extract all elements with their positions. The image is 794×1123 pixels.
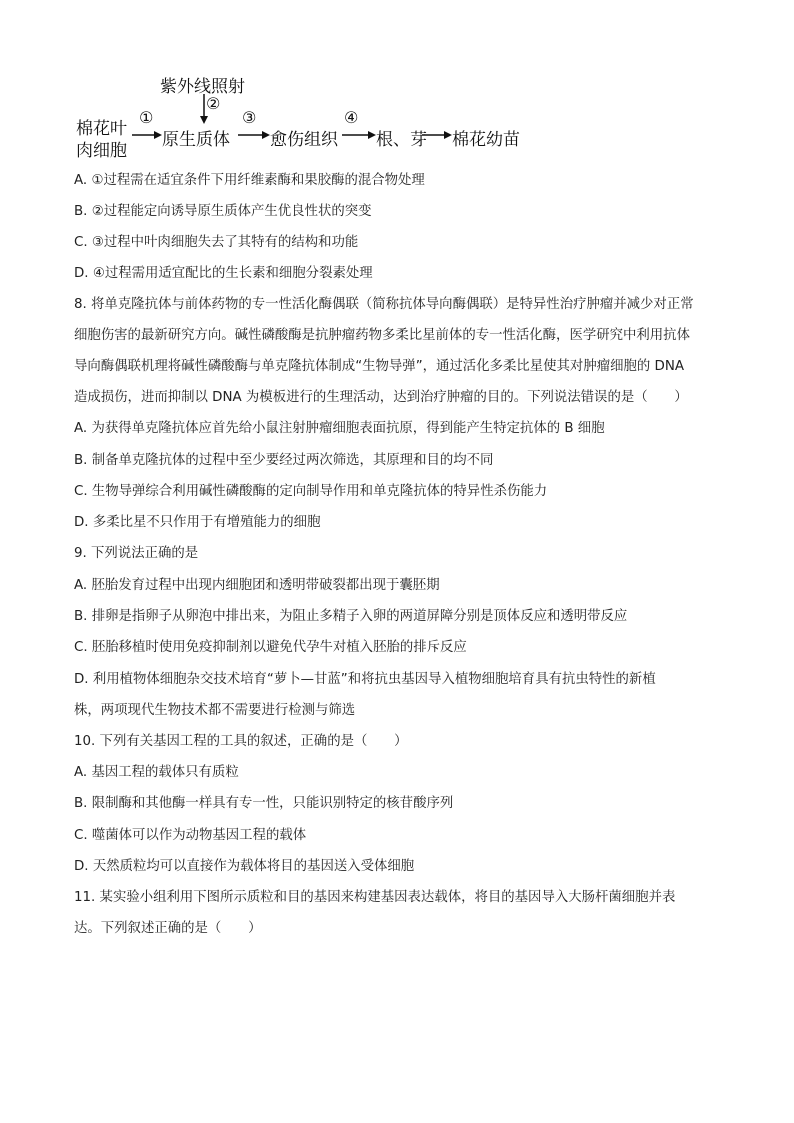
node-roots-buds: 根、芽 xyxy=(376,130,427,150)
step-3-marker: ③ xyxy=(242,108,257,127)
q7-option-c: C. ③过程中叶肉细胞失去了其特有的结构和功能 xyxy=(74,235,359,250)
arrowhead-step1 xyxy=(154,131,162,139)
q9-option-a: A. 胚胎发育过程中出现内细胞团和透明带破裂都出现于囊胚期 xyxy=(74,578,440,593)
q10-stem: 10. 下列有关基因工程的工具的叙述，正确的是（ ） xyxy=(74,734,408,749)
q9-option-c: C. 胚胎移植时使用免疫抑制剂以避免代孕牛对植入胚胎的排斥反应 xyxy=(74,640,467,655)
node-callus: 愈伤组织 xyxy=(270,130,338,150)
node-seedling: 棉花幼苗 xyxy=(452,130,520,150)
uv-irradiation-label: 紫外线照射 xyxy=(160,77,245,97)
q9-stem: 9. 下列说法正确的是 xyxy=(74,546,199,561)
q10-option-a: A. 基因工程的载体只有质粒 xyxy=(74,765,239,780)
node-protoplast: 原生质体 xyxy=(162,130,230,150)
start-label-line1: 棉花叶 xyxy=(76,119,127,139)
q8-stem-line1: 8. 将单克隆抗体与前体药物的专一性活化酶偶联（简称抗体导向酶偶联）是特异性治疗肿瘤并减少对正常 xyxy=(74,297,694,312)
arrowhead-step4 xyxy=(368,131,376,139)
q11-stem-line2: 达。下列叙述正确的是（ ） xyxy=(74,921,262,936)
start-label-line2: 肉细胞 xyxy=(76,141,127,161)
q10-option-b: B. 限制酶和其他酶一样具有专一性，只能识别特定的核苷酸序列 xyxy=(74,796,454,811)
q8-stem-line3: 导向酶偶联机理将碱性磷酸酶与单克隆抗体制成“生物导弹”，通过活化多柔比星使其对肿瘤细胞的 DNA xyxy=(74,359,685,374)
q8-stem-line2: 细胞伤害的最新研究方向。碱性磷酸酶是抗肿瘤药物多柔比星前体的专一性活化酶，医学研究中利用抗体 xyxy=(74,328,690,343)
q7-option-b: B. ②过程能定向诱导原生质体产生优良性状的突变 xyxy=(74,204,372,219)
q8-option-a: A. 为获得单克隆抗体应首先给小鼠注射肿瘤细胞表面抗原，得到能产生特定抗体的 B 细胞 xyxy=(74,421,605,436)
q11-stem-line1: 11. 某实验小组利用下图所示质粒和目的基因来构建基因表达载体，将目的基因导入大肠杆菌细胞并表 xyxy=(74,890,676,905)
uv-arrowhead xyxy=(200,116,208,124)
q8-option-d: D. 多柔比星不只作用于有增殖能力的细胞 xyxy=(74,515,321,530)
q9-option-d: D. 利用植物体细胞杂交技术培育“萝卜—甘蓝”和将抗虫基因导入植物细胞培育具有抗虫特性的新植 xyxy=(74,672,656,687)
step-1-marker: ① xyxy=(139,108,154,127)
tissue-culture-flow-diagram xyxy=(74,70,544,160)
q9-option-d-cont: 株，两项现代生物技术都不需要进行检测与筛选 xyxy=(74,703,356,718)
q10-option-c: C. 噬菌体可以作为动物基因工程的载体 xyxy=(74,828,307,843)
q7-option-d: D. ④过程需用适宜配比的生长素和细胞分裂素处理 xyxy=(74,266,373,281)
step-4-marker: ④ xyxy=(344,108,359,127)
q9-option-b: B. 排卵是指卵子从卵泡中排出来，为阻止多精子入卵的两道屏障分别是顶体反应和透明带反应 xyxy=(74,609,628,624)
q10-option-d: D. 天然质粒均可以直接作为载体将目的基因送入受体细胞 xyxy=(74,859,415,874)
arrowhead-step5 xyxy=(444,131,452,139)
q8-stem-line4: 造成损伤，进而抑制以 DNA 为模板进行的生理活动，达到治疗肿瘤的目的。下列说法错误的是（ ） xyxy=(74,390,688,405)
step-2-marker: ② xyxy=(206,94,221,113)
q8-option-c: C. 生物导弹综合利用碱性磷酸酶的定向制导作用和单克隆抗体的特异性杀伤能力 xyxy=(74,484,548,499)
arrowhead-step3 xyxy=(262,131,270,139)
q8-option-b: B. 制备单克隆抗体的过程中至少要经过两次筛选，其原理和目的均不同 xyxy=(74,453,494,468)
q7-option-a: A. ①过程需在适宜条件下用纤维素酶和果胶酶的混合物处理 xyxy=(74,173,425,188)
